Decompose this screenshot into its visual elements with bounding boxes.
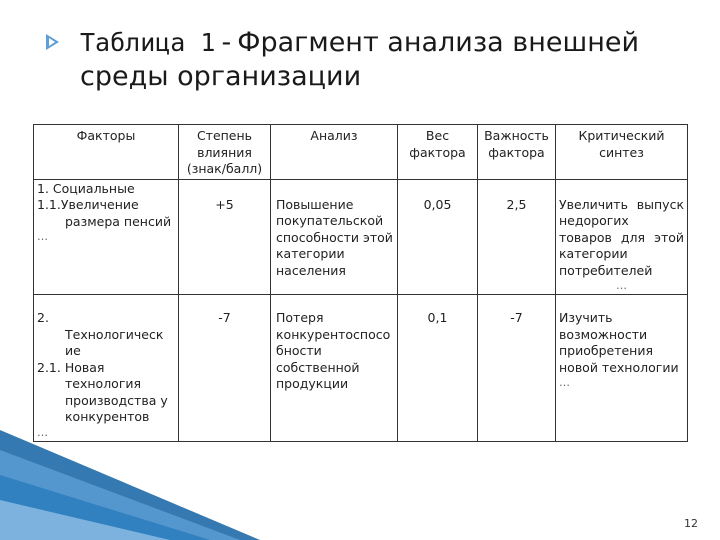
row2-synthesis-text: Изучить возможности приобретения новой технологии <box>559 310 679 375</box>
row2-analysis <box>271 295 398 442</box>
row1-factors-cell <box>34 179 179 295</box>
table-header-row <box>34 125 688 180</box>
row1-weight <box>398 179 478 295</box>
row1-importance <box>478 179 556 295</box>
row2-item-cont: технология производства у конкурентов <box>65 376 168 424</box>
row2-weight-value: 0,1 <box>427 310 448 325</box>
row2-importance-value: -7 <box>510 310 523 325</box>
row2-section-cont: Технологическ ие <box>65 326 164 358</box>
row2-item: 2.1. Новая <box>37 359 105 375</box>
row1-synthesis-text: Увеличить выпуск недорогих товаров для этой категории потребителей <box>559 196 684 278</box>
row2-analysis-text: Потеря конкурентоспосо бности собственной продукции <box>276 310 391 391</box>
row2-degree-value: -7 <box>218 310 231 325</box>
header-factors: Факторы <box>34 125 179 180</box>
environment-analysis-table <box>33 124 688 442</box>
row1-item-cont: размера пенсий <box>65 213 172 229</box>
header-degree: Степень влияния (знак/балл) <box>179 125 271 180</box>
table-row <box>34 295 688 442</box>
row1-ellipsis: … <box>37 230 48 243</box>
slide-title <box>80 26 680 94</box>
row2-synthesis-ellipsis: … <box>559 376 570 389</box>
row1-degree-value: +5 <box>215 196 234 212</box>
header-analysis: Анализ <box>271 125 398 180</box>
header-weight: Вес фактора <box>398 125 478 180</box>
title-bullet-arrow-icon <box>46 34 59 50</box>
row1-section: 1. Социальные <box>37 180 135 196</box>
row2-importance <box>478 295 556 442</box>
row2-synthesis <box>556 295 688 442</box>
row1-importance-value: 2,5 <box>506 196 527 212</box>
title-lead: Таблица 1 <box>80 28 216 57</box>
page-number: 12 <box>684 517 698 530</box>
row1-analysis <box>271 179 398 295</box>
row2-ellipsis: … <box>37 425 48 439</box>
title-separator: - <box>221 27 232 58</box>
row1-synthesis-ellipsis: … <box>616 279 627 292</box>
table-row <box>34 179 688 295</box>
row2-section: 2. <box>37 310 49 325</box>
row1-weight-value: 0,05 <box>423 196 452 212</box>
row2-weight <box>398 295 478 442</box>
row1-analysis-text: Повышение покупательской способности этой категории населения <box>276 196 393 278</box>
header-synthesis: Критический синтез <box>556 125 688 180</box>
row1-item: 1.1.Увеличение <box>37 197 139 212</box>
title-rest: Фрагмент анализа внешней среды организации <box>80 27 640 92</box>
header-importance: Важность фактора <box>478 125 556 180</box>
row2-factors-cell <box>34 295 179 442</box>
row2-degree <box>179 295 271 442</box>
row1-synthesis <box>556 179 688 295</box>
row1-degree <box>179 179 271 295</box>
decorative-wave-shape <box>0 430 260 540</box>
